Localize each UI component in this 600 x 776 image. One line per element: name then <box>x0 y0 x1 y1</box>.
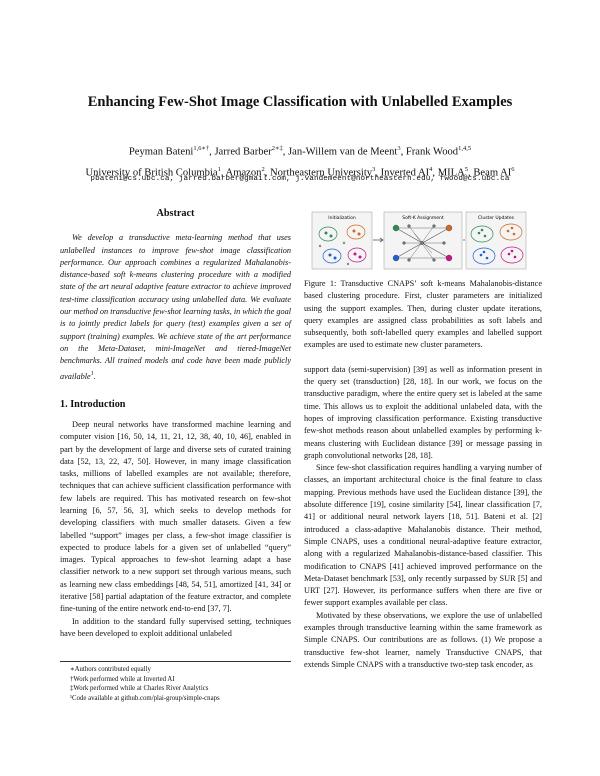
footnote: †Work performed while at Inverted AI <box>70 675 175 683</box>
body-paragraph: support data (semi-supervision) [39] as well as information present in the query set (transduction) [28, 18]. In our work, we focus on the transductive paradigm, where the entire query set is labeled at the same time. This allows us to exploit the additional unlabeled data, with the hopes of improving classification performance. Existing transductive few-shot methods reason about unlabelled examples by performing k-means clustering with Euclidean distance [39] or message passing in graph convolutional networks [28, 18]. <box>304 364 542 460</box>
abstract-heading: Abstract <box>156 208 195 219</box>
figure-1-caption: Figure 1: Transductive CNAPS’ soft k-means Mahalanobis-distance based clustering procedure. First, cluster parameters are initialized using the support examples. Then, during cluster update iterations, query examples are assigned class probabilities as soft labels and subsequently, both soft-labelled query examples and labelled support examples are used to estimate new cluster parameters. <box>304 279 542 350</box>
intro-paragraph: In addition to the standard fully supervised setting, techniques have been developed to exploit additional unlabeled <box>60 616 291 638</box>
panel-label: Soft-K Assignment <box>402 216 444 221</box>
body-paragraph: Motivated by these observations, we explore the use of unlabelled examples through transductive learning within the same framework as Simple CNAPS. Our contributions are as follows. (1) We propose a transductive few-shot learner, namely Transductive CNAPS, that extends Simple CNAPS with a transductive two-step task encoder, as <box>304 610 542 669</box>
affiliations: University of British Columbia$^1$, Amazon$^2$, Northeastern University$^3$, Inverted $AI^4$, MILA$^5$, Beam $AI^6$ <box>85 165 515 179</box>
author-name: Frank Wood <box>405 146 459 158</box>
intro-paragraph: Deep neural networks have transformed machine learning and computer vision [16, 50, 14, 11, 21, 12, 38, 40, 10, 46], enabled in part by the development of large and diverse sets of curated training data [52, 13, 22, 47, 50]. However, in many image classification tasks, millions of labelled examples are not available; therefore, techniques that can achieve sufficient classification performance with few labels are required. This has motivated research on few-shot learning [6, 57, 56, 3], which seeks to develop methods for developing classifiers with much smaller datasets. Given a few labelled “support” images per class, a few-shot image classifier is expected to produce labels for a given set of unlabelled “query” images. Typical approaches to few-shot learning adapt a base classifier network to a new support set through various means, such as learning new class embeddings [48, 54, 51], amortized [41, 34] or iterative [58] partial adaptation of the feature extractor, and complete fine-tuning of the entire network end-to-end [37, 7]. <box>60 419 291 614</box>
author-name: Peyman Bateni <box>128 146 194 158</box>
figure-1-diagram <box>304 208 542 273</box>
section-heading-introduction: 1. Introduction <box>60 398 126 410</box>
panel-label: Cluster Updates <box>477 216 515 221</box>
footnotes <box>60 661 291 703</box>
footnote: ∗Authors contributed equally <box>70 666 151 673</box>
author-name: Jan-Willem van de Meent <box>288 146 398 158</box>
footnote: ¹Code available at github.com/plai-group/simple-cnaps <box>70 694 220 702</box>
body-paragraph: Since few-shot classification requires handling a varying number of classes, an important architectural choice is the final feature to class mapping. Previous methods have used the Euclidean distance [39], the absolute difference [19], cosine similarity [54], linear classification [7, 41] or additional neural network layers [18, 51]. Bateni et al. [2] introduced a class-adaptive Mahalanobis distance. Their method, Simple CNAPS, uses a conditional neural-adaptive feature extractor, along with a regularized Mahalanobis-distance-based classifier. This modification to CNAPS [41] achieved improved performance on the Meta-Dataset benchmark [53], only recently surpassed by SUR [5] and URT [27]. However, its performance suffers when there are five or fewer support examples available per class. <box>304 463 542 608</box>
left-column <box>60 208 291 640</box>
panel-label: Initialization <box>328 216 356 221</box>
author-name: Jarred Barber <box>214 146 272 158</box>
author-emails: pbateni@cs.ubc.ca, jarred.barber@gmail.com, j.vandemeent@northeastern.edu, fwood@cs.ubc.ca <box>90 175 510 183</box>
right-column <box>304 208 542 671</box>
footnote: ‡Work performed while at Charles River Analytics <box>70 685 209 693</box>
abstract-text: We develop a transductive meta-learning method that uses unlabelled instances to improve few-shot image classification performance. Our approach combines a regularized Mahalanobis-distance-based soft k-means clustering procedure with a modified state of the art neural adaptive feature extractor to achieve improved test-time classification accuracy using unlabelled data. We evaluate our method on transductive few-shot learning tasks, in which the goal is to jointly predict labels for query (test) examples given a set of support (training) examples. We achieve state of the art performance on the Meta-Dataset, mini-ImageNet and tiered-ImageNet benchmarks. All trained models and code have been made publicly available$^1$. <box>60 233 291 381</box>
paper-title: Enhancing Few-Shot Image Classification with Unlabelled Examples <box>87 94 513 110</box>
author-names: Peyman Bateni$^{1,6∗\dagger}$, Jarred Barber$^{2∗\ddagger}$, Jan-Willem van de Meent$^3$, Frank Wood$^{1,4,5}$ <box>128 145 472 158</box>
figure-1 <box>304 208 542 273</box>
